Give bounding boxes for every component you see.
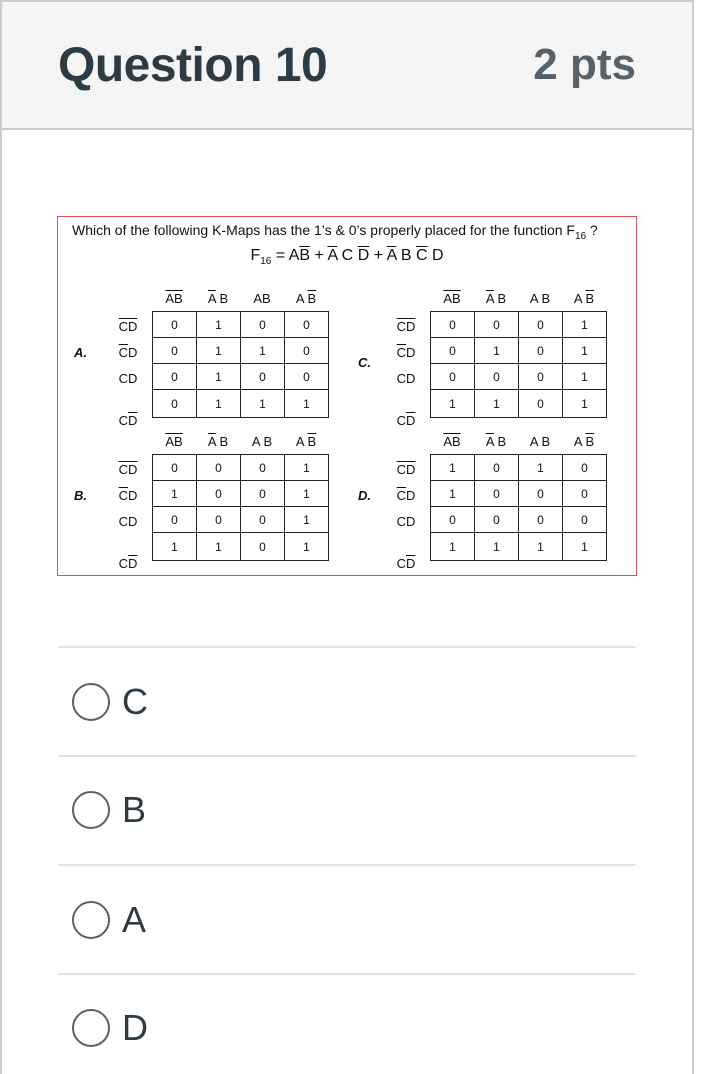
row-header-cbar-d: $\overline{C}D$ [118, 345, 138, 360]
kmap-cell: 1 [285, 455, 329, 481]
kmap-cell: 1 [563, 312, 607, 338]
row-header-cbar-d: $\overline{C}D$ [396, 488, 416, 503]
kmap-row [153, 481, 329, 507]
kmap-cell: 0 [241, 455, 285, 481]
kmap-row [153, 312, 329, 338]
formula-t2-c: C [337, 247, 358, 264]
col-header-a-b: A B [529, 291, 551, 306]
row-header-c-dbar: $C\overline{D}$ [118, 556, 138, 571]
kmap-grid [430, 311, 607, 418]
kmap-cell: 1 [285, 507, 329, 533]
kmap-letter: D. [358, 488, 371, 503]
kmap-cell: 1 [197, 533, 241, 561]
kmap-row [153, 533, 329, 561]
row-header-cbar-dbar: $\overline{CD}$ [396, 462, 416, 477]
kmap-cell: 0 [519, 390, 563, 418]
kmap-cell: 0 [285, 364, 329, 390]
row-header-c-dbar: $C\overline{D}$ [118, 413, 138, 428]
kmap-a [70, 291, 332, 427]
kmap-figure [57, 216, 637, 576]
kmap-row [153, 338, 329, 364]
question-header [2, 2, 692, 130]
kmap-row [431, 507, 607, 533]
kmap-cell: 0 [241, 364, 285, 390]
answer-label[interactable]: A [122, 899, 147, 940]
kmap-row [431, 338, 607, 364]
row-header-c-dbar: $C\overline{D}$ [396, 556, 416, 571]
kmap-grid [430, 454, 607, 561]
kmap-cell: 1 [285, 533, 329, 561]
kmap-row [431, 312, 607, 338]
kmap-cell: 0 [475, 312, 519, 338]
col-header-abar-bbar: $\overline{AB}$ [165, 434, 183, 449]
kmap-cell: 1 [475, 390, 519, 418]
kmap-cell: 1 [563, 390, 607, 418]
col-header-a-bbar: A $\overline{B}$ [295, 291, 317, 306]
kmap-grid [152, 454, 329, 561]
kmap-letter: A. [74, 345, 87, 360]
radio-button[interactable] [72, 791, 110, 829]
kmap-cell: 1 [519, 455, 563, 481]
kmap-cell: 0 [563, 481, 607, 507]
choice-divider [58, 864, 636, 866]
formula-t3-bar-a: $\overline{A}$ [386, 247, 397, 264]
prompt-text: Which of the following K-Maps has the 1’s & 0’s properly placed for the function F [72, 222, 575, 238]
kmap-row [431, 390, 607, 418]
answer-label[interactable]: B [122, 789, 147, 830]
col-header-a-b: A B [251, 434, 273, 449]
kmap-cell: 0 [519, 507, 563, 533]
row-header-cbar-dbar: $\overline{CD}$ [396, 319, 416, 334]
kmap-grid [152, 311, 329, 418]
col-header-abar-b: $\overline{A}$ B [485, 434, 507, 449]
answer-option-b[interactable] [72, 780, 146, 840]
answer-label[interactable]: C [122, 681, 148, 722]
kmap-cell: 0 [285, 338, 329, 364]
kmap-cell: 0 [519, 364, 563, 390]
row-header-c-dbar: $C\overline{D}$ [396, 413, 416, 428]
kmap-cell: 0 [519, 481, 563, 507]
kmap-cell: 0 [241, 533, 285, 561]
kmap-cell: 0 [197, 481, 241, 507]
kmap-cell: 0 [519, 338, 563, 364]
kmap-cell: 0 [563, 455, 607, 481]
kmap-cell: 1 [197, 312, 241, 338]
formula-t3-bar-c: $\overline{C}$ [415, 247, 428, 264]
row-header-c-d: CD [118, 371, 138, 386]
kmap-cell: 1 [563, 364, 607, 390]
kmap-cell: 0 [431, 364, 475, 390]
kmap-row [153, 364, 329, 390]
kmap-letter: B. [74, 488, 87, 503]
col-header-abar-bbar: $\overline{AB}$ [443, 434, 461, 449]
answer-label[interactable]: D [122, 1007, 148, 1048]
kmap-row [431, 455, 607, 481]
kmap-cell: 1 [153, 481, 197, 507]
kmap-cell: 0 [431, 507, 475, 533]
row-header-c-d: CD [396, 514, 416, 529]
formula-t1-bar: $\overline{B}$ [299, 247, 311, 264]
kmap-row [431, 481, 607, 507]
kmap-cell: 0 [241, 507, 285, 533]
kmap-row [431, 364, 607, 390]
col-header-a-b: AB [253, 291, 271, 306]
formula-t3-b: B [396, 247, 416, 264]
kmap-cell: 1 [285, 390, 329, 418]
kmap-c [348, 291, 610, 427]
kmap-cell: 1 [241, 390, 285, 418]
kmap-cell: 1 [563, 338, 607, 364]
kmap-b [70, 434, 332, 570]
kmap-row [431, 533, 607, 561]
kmap-cell: 1 [285, 481, 329, 507]
figure-prompt [72, 222, 598, 242]
kmap-cell: 1 [241, 338, 285, 364]
kmap-cell: 0 [431, 338, 475, 364]
col-header-a-b: A B [529, 434, 551, 449]
formula-plus2: + [369, 247, 387, 264]
answer-option-c[interactable] [72, 672, 148, 732]
formula-eq: = A [271, 247, 300, 264]
row-header-cbar-dbar: $\overline{CD}$ [118, 319, 138, 334]
row-header-cbar-d: $\overline{C}D$ [396, 345, 416, 360]
kmap-row [153, 507, 329, 533]
kmap-cell: 0 [241, 312, 285, 338]
formula-t3-d: D [427, 247, 444, 264]
formula-lhs: F [250, 247, 261, 264]
kmap-cell: 0 [153, 312, 197, 338]
prompt-subscript: 16 [574, 230, 587, 242]
kmap-cell: 0 [475, 455, 519, 481]
kmap-cell: 0 [475, 364, 519, 390]
kmap-cell: 0 [475, 507, 519, 533]
row-header-c-d: CD [118, 514, 138, 529]
kmap-cell: 1 [197, 364, 241, 390]
function-formula [58, 247, 636, 267]
choice-divider [58, 973, 636, 975]
kmap-cell: 0 [475, 481, 519, 507]
col-header-abar-b: $\overline{A}$ B [485, 291, 507, 306]
kmap-cell: 0 [563, 507, 607, 533]
kmap-row [153, 390, 329, 418]
question-title: Question 10 [58, 39, 328, 92]
kmap-cell: 0 [285, 312, 329, 338]
col-header-abar-b: $\overline{A}$ B [207, 291, 229, 306]
kmap-cell: 1 [475, 338, 519, 364]
answer-option-d[interactable] [72, 998, 148, 1058]
choice-divider [58, 755, 636, 757]
kmap-letter: C. [358, 355, 371, 370]
kmap-cell: 1 [563, 533, 607, 561]
kmap-cell: 1 [431, 455, 475, 481]
kmap-cell: 1 [431, 533, 475, 561]
kmap-cell: 0 [431, 312, 475, 338]
col-header-abar-bbar: $\overline{AB}$ [165, 291, 183, 306]
col-header-a-bbar: A $\overline{B}$ [573, 434, 595, 449]
kmap-cell: 1 [519, 533, 563, 561]
choice-divider [58, 646, 636, 648]
kmap-d [348, 434, 610, 570]
kmap-cell: 0 [153, 507, 197, 533]
kmap-cell: 0 [197, 507, 241, 533]
question-points: 2 pts [533, 40, 636, 89]
kmap-cell: 0 [153, 455, 197, 481]
radio-button[interactable] [72, 683, 110, 721]
kmap-cell: 1 [431, 390, 475, 418]
kmap-cell: 0 [197, 455, 241, 481]
kmap-cell: 1 [197, 390, 241, 418]
formula-t2-bar-d: $\overline{D}$ [357, 247, 370, 264]
col-header-a-bbar: A $\overline{B}$ [295, 434, 317, 449]
kmap-cell: 1 [431, 481, 475, 507]
prompt-end: ? [586, 222, 598, 238]
row-header-cbar-d: $\overline{C}D$ [118, 488, 138, 503]
kmap-cell: 0 [241, 481, 285, 507]
kmap-cell: 0 [519, 312, 563, 338]
kmap-cell: 0 [153, 390, 197, 418]
kmap-cell: 1 [153, 533, 197, 561]
formula-lhs-sub: 16 [260, 256, 272, 268]
row-header-cbar-dbar: $\overline{CD}$ [118, 462, 138, 477]
row-header-c-d: CD [396, 371, 416, 386]
kmap-row [153, 455, 329, 481]
radio-button[interactable] [72, 1009, 110, 1047]
col-header-a-bbar: A $\overline{B}$ [573, 291, 595, 306]
kmap-cell: 0 [153, 338, 197, 364]
kmap-cell: 1 [197, 338, 241, 364]
radio-button[interactable] [72, 901, 110, 939]
kmap-cell: 0 [153, 364, 197, 390]
formula-t2-bar-a: $\overline{A}$ [327, 247, 338, 264]
kmap-cell: 1 [475, 533, 519, 561]
formula-plus1: + [310, 247, 328, 264]
col-header-abar-bbar: $\overline{AB}$ [443, 291, 461, 306]
col-header-abar-b: $\overline{A}$ B [207, 434, 229, 449]
answer-option-a[interactable] [72, 890, 146, 950]
